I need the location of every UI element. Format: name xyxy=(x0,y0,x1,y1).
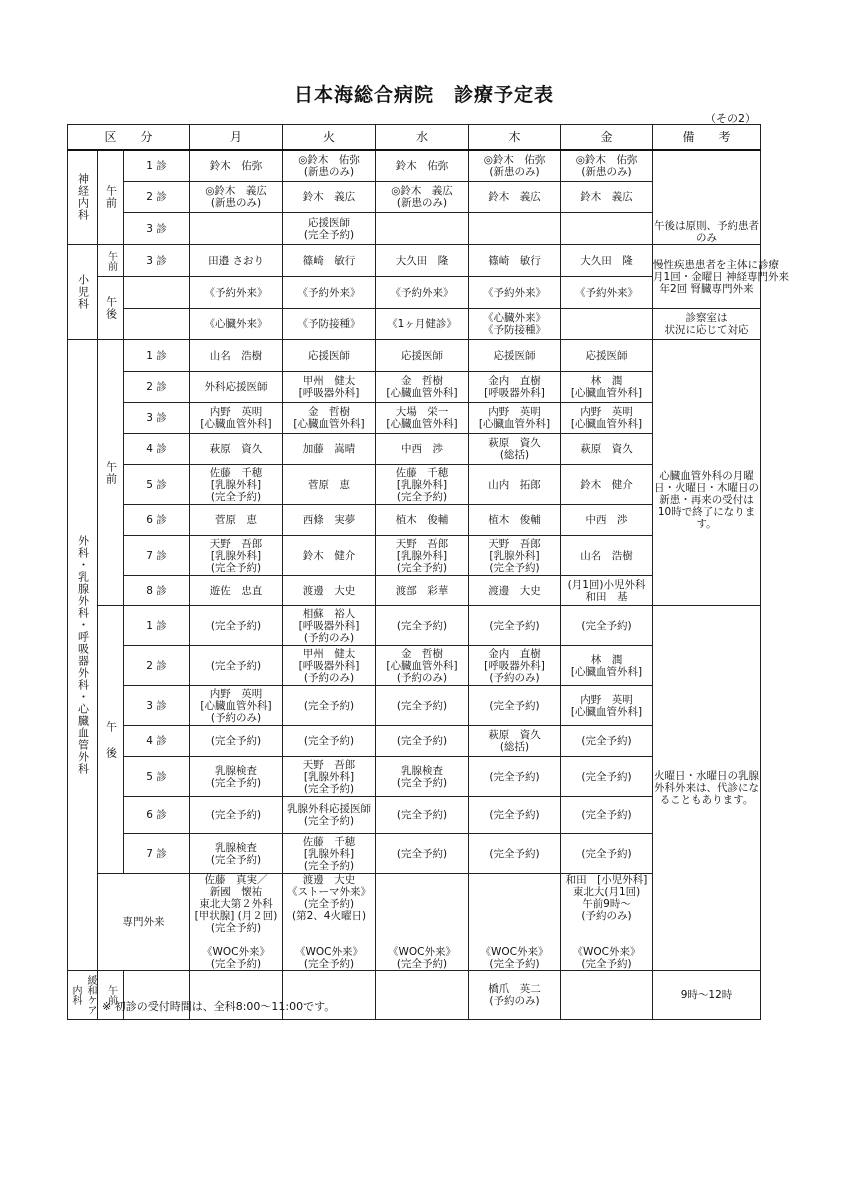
cell: 鈴木 佑弥 xyxy=(376,150,469,182)
cell: (完全予約) xyxy=(190,726,283,757)
cell: 《WOC外来》 (完全予約) xyxy=(376,874,469,971)
header-kubun: 区 分 xyxy=(68,125,190,150)
row-label: 3 診 xyxy=(124,403,190,434)
peds-row-3 xyxy=(68,309,761,340)
cell: 萩原 資久 (総括) xyxy=(469,434,561,465)
cell: 渡邊 大史 《ストーマ外来》 (完全予約) (第2、4火曜日) 《WOC外来》 (完全予約) xyxy=(283,874,376,971)
cell: (完全予約) xyxy=(376,726,469,757)
cell: 渡邊 大史 xyxy=(283,576,376,606)
cell: 応援医師 xyxy=(469,340,561,372)
row-label: 6 診 xyxy=(124,797,190,834)
cell: 萩原 資久 (総括) xyxy=(469,726,561,757)
cell: 佐藤 千穂 [乳腺外科] (完全予約) xyxy=(190,465,283,505)
dept-neuro: 神経内科 xyxy=(68,150,98,245)
cell: 林 潤 [心臓血管外科] xyxy=(561,646,653,686)
cell: 橋爪 英二 (予約のみ) xyxy=(469,971,561,1020)
cell: (完全予約) xyxy=(376,686,469,726)
dept-peds: 小児科 xyxy=(68,245,98,340)
row-label: 1 診 xyxy=(124,340,190,372)
row-label: 1 診 xyxy=(124,606,190,646)
schedule-table xyxy=(67,124,790,1020)
cell xyxy=(190,213,283,245)
cell: 応援医師 xyxy=(283,340,376,372)
cell: 鈴木 健介 xyxy=(561,465,653,505)
row-label: 5 診 xyxy=(124,757,190,797)
surgery-note-1: 心臓血管外科の月曜日・火曜日・木曜日の新患・再来の受付は10時で終了になります。 xyxy=(653,340,761,606)
neuro-row-1 xyxy=(68,150,761,182)
period-neuro: 午前 xyxy=(98,150,124,245)
cell: 林 潤 [心臓血管外科] xyxy=(561,372,653,403)
cell xyxy=(561,309,653,340)
surg-pm-row-1 xyxy=(68,606,761,646)
cell: 篠崎 敏行 xyxy=(283,245,376,277)
cell: ◎鈴木 義広 (新患のみ) xyxy=(376,182,469,213)
period-peds-am: 午前 xyxy=(98,245,124,277)
row-label: 3 診 xyxy=(124,245,190,277)
cell: ◎鈴木 義広 (新患のみ) xyxy=(190,182,283,213)
cell: 菅原 恵 xyxy=(283,465,376,505)
period-palliative: 午前 xyxy=(98,971,124,1020)
cell: 天野 吾郎 [乳腺外科] (完全予約) xyxy=(469,536,561,576)
cell: 山名 浩樹 xyxy=(190,340,283,372)
palliative-note: 9時～12時 xyxy=(653,971,761,1020)
cell: 《1ヶ月健診》 xyxy=(376,309,469,340)
header-biko: 備 考 xyxy=(653,125,761,150)
cell: (完全予約) xyxy=(469,757,561,797)
senmon-label: 専門外来 xyxy=(98,874,190,971)
page-title: 日本海総合病院 診療予定表 xyxy=(293,84,554,106)
row-label: 8 診 xyxy=(124,576,190,606)
cell: 《心臓外来》 《予防接種》 xyxy=(469,309,561,340)
page-tag: （その2） xyxy=(705,112,756,125)
cell xyxy=(376,213,469,245)
cell: (完全予約) xyxy=(283,726,376,757)
cell: 《予約外来》 xyxy=(190,277,283,309)
row-label: 3 診 xyxy=(124,213,190,245)
cell xyxy=(469,213,561,245)
dept-palliative: 内科 緩和ケア xyxy=(68,971,98,1020)
cell: 天野 吾郎 [乳腺外科] (完全予約) xyxy=(190,536,283,576)
cell: (完全予約) xyxy=(376,797,469,834)
cell: 鈴木 健介 xyxy=(283,536,376,576)
cell: (完全予約) xyxy=(190,646,283,686)
cell: 山内 拓郎 xyxy=(469,465,561,505)
cell: 西條 実夢 xyxy=(283,505,376,536)
cell: 大久田 隆 xyxy=(561,245,653,277)
cell: (完全予約) xyxy=(469,797,561,834)
period-surgery-am: 午前 xyxy=(98,340,124,606)
cell: 和田 [小児外科] 東北大(月1回) 午前9時～ (予約のみ) 《WOC外来》 (完全予約) xyxy=(561,874,653,971)
cell: 金 哲樹 [心臓血管外科] xyxy=(283,403,376,434)
cell: 応援医師 xyxy=(376,340,469,372)
row-label: 7 診 xyxy=(124,834,190,874)
cell: 《予約外来》 xyxy=(376,277,469,309)
cell: 鈴木 義広 xyxy=(561,182,653,213)
peds-note-1: 慢性疾患患者を主体に診療 月1回・金曜日 神経専門外来 年2回 腎臓専門外来 xyxy=(653,245,761,309)
cell: 渡部 彩華 xyxy=(376,576,469,606)
cell: (月1回)小児外科 和田 基 xyxy=(561,576,653,606)
cell: 田邉 さおり xyxy=(190,245,283,277)
footnote: ※ 初診の受付時間は、全科8:00～11:00です。 xyxy=(102,1000,336,1013)
period-peds-pm: 午後 xyxy=(98,277,124,340)
cell: 大久田 隆 xyxy=(376,245,469,277)
cell: 萩原 資久 xyxy=(561,434,653,465)
surg-am-row-1 xyxy=(68,340,761,372)
cell: 乳腺検査 (完全予約) xyxy=(190,757,283,797)
cell xyxy=(376,971,469,1020)
cell: (完全予約) xyxy=(469,834,561,874)
cell: 《予防接種》 xyxy=(283,309,376,340)
row-label: 2 診 xyxy=(124,646,190,686)
cell: 相蘇 裕人 [呼吸器外科] (予約のみ) xyxy=(283,606,376,646)
peds-row-1 xyxy=(68,245,761,277)
cell: 佐藤 千穂 [乳腺外科] (完全予約) xyxy=(283,834,376,874)
cell: 内野 英明 [心臓血管外科] xyxy=(561,686,653,726)
neuro-note: 午後は原則、予約患者のみ xyxy=(653,150,761,245)
cell: 鈴木 義広 xyxy=(469,182,561,213)
cell: 遊佐 忠直 xyxy=(190,576,283,606)
row-label: 5 診 xyxy=(124,465,190,505)
cell: 《心臓外来》 xyxy=(190,309,283,340)
dept-surgery: 外科・乳腺外科・呼吸器外科・心臓血管外科 xyxy=(68,340,98,971)
cell: (完全予約) xyxy=(376,606,469,646)
cell: 金内 直樹 [呼吸器外科] xyxy=(469,372,561,403)
cell: 応援医師 (完全予約) xyxy=(283,213,376,245)
cell: 応援医師 xyxy=(561,340,653,372)
cell: 大場 栄一 [心臓血管外科] xyxy=(376,403,469,434)
cell: 内野 英明 [心臓血管外科] xyxy=(561,403,653,434)
cell: (完全予約) xyxy=(376,834,469,874)
cell: 鈴木 佑弥 xyxy=(190,150,283,182)
cell: 《予約外来》 xyxy=(469,277,561,309)
cell: 中西 渉 xyxy=(376,434,469,465)
cell: 渡邊 大史 xyxy=(469,576,561,606)
cell: (完全予約) xyxy=(561,797,653,834)
row-label xyxy=(124,309,190,340)
header-day-thu: 木 xyxy=(469,125,561,150)
cell: 鈴木 義広 xyxy=(283,182,376,213)
cell: ◎鈴木 佑弥 (新患のみ) xyxy=(283,150,376,182)
cell: (完全予約) xyxy=(561,606,653,646)
cell: 甲州 健太 [呼吸器外科] xyxy=(283,372,376,403)
row-label: 2 診 xyxy=(124,182,190,213)
cell: 乳腺検査 (完全予約) xyxy=(376,757,469,797)
header-day-mon: 月 xyxy=(190,125,283,150)
cell xyxy=(561,971,653,1020)
cell: 甲州 健太 [呼吸器外科] (予約のみ) xyxy=(283,646,376,686)
cell xyxy=(561,213,653,245)
row-label: 7 診 xyxy=(124,536,190,576)
cell: 佐藤 千穂 [乳腺外科] (完全予約) xyxy=(376,465,469,505)
cell: (完全予約) xyxy=(190,797,283,834)
cell: (完全予約) xyxy=(561,757,653,797)
cell: 《WOC外来》 (完全予約) xyxy=(469,874,561,971)
cell: 金内 直樹 [呼吸器外科] (予約のみ) xyxy=(469,646,561,686)
header-day-wed: 水 xyxy=(376,125,469,150)
surgery-note-2: 火曜日・水曜日の乳腺外科外来は、代診になることもあります。 xyxy=(653,606,761,971)
row-label: 3 診 xyxy=(124,686,190,726)
cell: 加藤 嵩晴 xyxy=(283,434,376,465)
cell: 乳腺検査 (完全予約) xyxy=(190,834,283,874)
period-surgery-pm: 午 後 xyxy=(98,606,124,874)
cell: 植木 俊輔 xyxy=(469,505,561,536)
cell: (完全予約) xyxy=(469,606,561,646)
row-label: 1 診 xyxy=(124,150,190,182)
cell: 天野 吾郎 [乳腺外科] (完全予約) xyxy=(376,536,469,576)
cell: (完全予約) xyxy=(190,606,283,646)
cell: 乳腺外科応援医師 (完全予約) xyxy=(283,797,376,834)
cell: 中西 渉 xyxy=(561,505,653,536)
cell: 内野 英明 [心臓血管外科] xyxy=(190,403,283,434)
peds-note-2: 診察室は 状況に応じて対応 xyxy=(653,309,761,340)
cell: ◎鈴木 佑弥 (新患のみ) xyxy=(469,150,561,182)
cell: 山名 浩樹 xyxy=(561,536,653,576)
header-day-fri: 金 xyxy=(561,125,653,150)
cell: 佐藤 真実／ 新國 懐祐 東北大第２外科 [甲状腺] (月２回) (完全予約) 《WOC外来》 (完全予約) xyxy=(190,874,283,971)
cell: 篠崎 敏行 xyxy=(469,245,561,277)
cell: (完全予約) xyxy=(561,834,653,874)
cell: 金 哲樹 [心臓血管外科] xyxy=(376,372,469,403)
cell: (完全予約) xyxy=(283,686,376,726)
row-label xyxy=(124,277,190,309)
cell: 植木 俊輔 xyxy=(376,505,469,536)
row-label: 6 診 xyxy=(124,505,190,536)
cell: 萩原 資久 xyxy=(190,434,283,465)
cell: 天野 吾郎 [乳腺外科] (完全予約) xyxy=(283,757,376,797)
cell: (完全予約) xyxy=(469,686,561,726)
cell: 金 哲樹 [心臓血管外科] (予約のみ) xyxy=(376,646,469,686)
cell: (完全予約) xyxy=(561,726,653,757)
cell: 内野 英明 [心臓血管外科] xyxy=(469,403,561,434)
cell: ◎鈴木 佑弥 (新患のみ) xyxy=(561,150,653,182)
header-day-tue: 火 xyxy=(283,125,376,150)
row-label: 4 診 xyxy=(124,726,190,757)
row-label: 2 診 xyxy=(124,372,190,403)
cell: 外科応援医師 xyxy=(190,372,283,403)
cell: 《予約外来》 xyxy=(561,277,653,309)
cell: 《予約外来》 xyxy=(283,277,376,309)
row-label: 4 診 xyxy=(124,434,190,465)
cell: 内野 英明 [心臓血管外科] (予約のみ) xyxy=(190,686,283,726)
cell: 菅原 恵 xyxy=(190,505,283,536)
